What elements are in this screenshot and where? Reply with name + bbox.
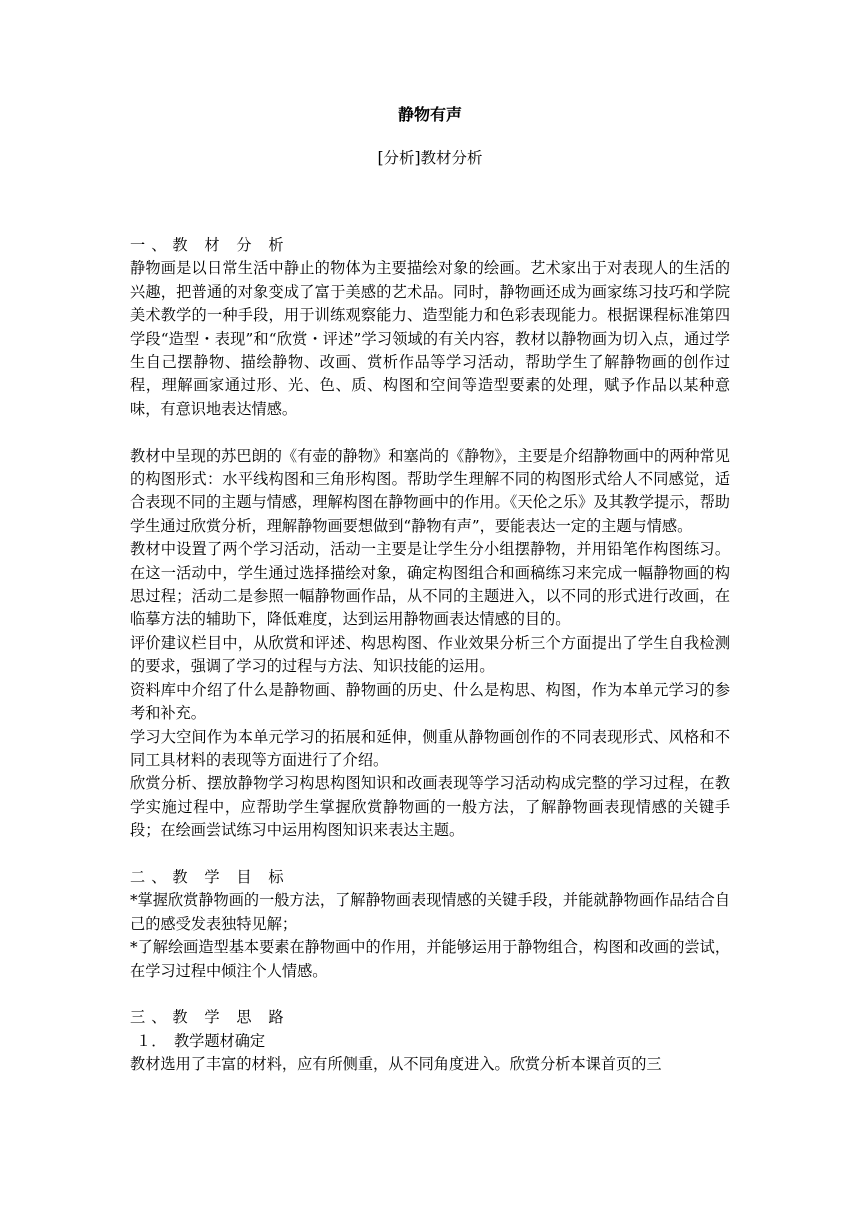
document-title: 静物有声 — [397, 105, 462, 124]
paragraph: 学习大空间作为本单元学习的拓展和延伸，侧重从静物画创作的不同表现形式、风格和不同工具材料的表现等方面进行了介绍。 — [130, 727, 730, 769]
document-subtitle: [分析]教材分析 — [377, 149, 483, 167]
document-body — [130, 234, 730, 1077]
section-heading-materials: 一、教 材 分 析 — [130, 236, 290, 254]
paragraph: 欣赏分析、摆放静物学习构思构图知识和改画表现等学习活动构成完整的学习过程，在教学实施过程中，应帮助学生掌握欣赏静物画的一般方法，了解静物画表现情感的关键手段；在绘画尝试练习中运用构图知识来表达主题。 — [130, 774, 730, 840]
paragraph-gap — [130, 421, 730, 444]
paragraph: *了解绘画造型基本要素在静物画中的作用，并能够运用于静物组合，构图和改画的尝试，在学习过程中倾注个人情感。 — [130, 938, 730, 980]
paragraph: 教材中设置了两个学习活动，活动一主要是让学生分小组摆静物，并用铅笔作构图练习。在这一活动中，学生通过选择描绘对象，确定构图组合和画稿练习来完成一幅静物画的构思过程；活动二是参照一幅静物画作品，从不同的主题进入，以不同的形式进行改画，在临摹方法的辅助下，降低难度，达到运用静物画表达情感的目的。 — [130, 540, 730, 629]
paragraph: 静物画是以日常生活中静止的物体为主要描绘对象的绘画。艺术家出于对表现人的生活的兴趣，把普通的对象变成了富于美感的艺术品。同时，静物画还成为画家练习技巧和学院美术教学的一种手段，用于训练观察能力、造型能力和色彩表现能力。根据课程标准第四学段“造型・表现”和“欣赏・评述”学习领域的有关内容，教材以静物画为切入点，通过学生自己摆静物、描绘静物、改画、赏析作品等学习活动，帮助学生了解静物画的创作过程，理解画家通过形、光、色、质、构图和空间等造型要素的处理，赋予作品以某种意味，有意识地表达情感。 — [130, 259, 730, 418]
section-heading-goals: 二、教 学 目 标 — [130, 867, 290, 886]
paragraph: 评价建议栏目中，从欣赏和评述、构思构图、作业效果分析三个方面提出了学生自我检测的要求，强调了学习的过程与方法、知识技能的运用。 — [130, 633, 730, 676]
paragraph: *掌握欣赏静物画的一般方法，了解静物画表现情感的关键手段，并能就静物画作品结合自己的感受发表独特见解； — [130, 891, 730, 933]
paragraph-gap — [130, 843, 730, 866]
paragraph: 资料库中介绍了什么是静物画、静物画的历史、什么是构思、构图，作为本单元学习的参考和补充。 — [130, 680, 730, 723]
paragraph: 教材选用了丰富的材料，应有所侧重，从不同角度进入。欣赏分析本课首页的三 — [130, 1055, 662, 1074]
paragraph-gap — [130, 983, 730, 1006]
section-heading-approach: 三、教 学 思 路 — [130, 1008, 290, 1027]
paragraph: 教材中呈现的苏巴朗的《有壶的静物》和塞尚的《静物》，主要是介绍静物画中的两种常见的构图形式：水平线构图和三角形构图。帮助学生理解不同的构图形式给人不同感觉，适合表现不同的主题与情感，理解构图在静物画中的作用。《天伦之乐》及其教学提示，帮助学生通过欣赏分析，理解静物画要想做到“静物有声”，要能表达一定的主题与情感。 — [130, 446, 730, 535]
numbered-item: １． 教学题材确定 — [136, 1031, 266, 1050]
